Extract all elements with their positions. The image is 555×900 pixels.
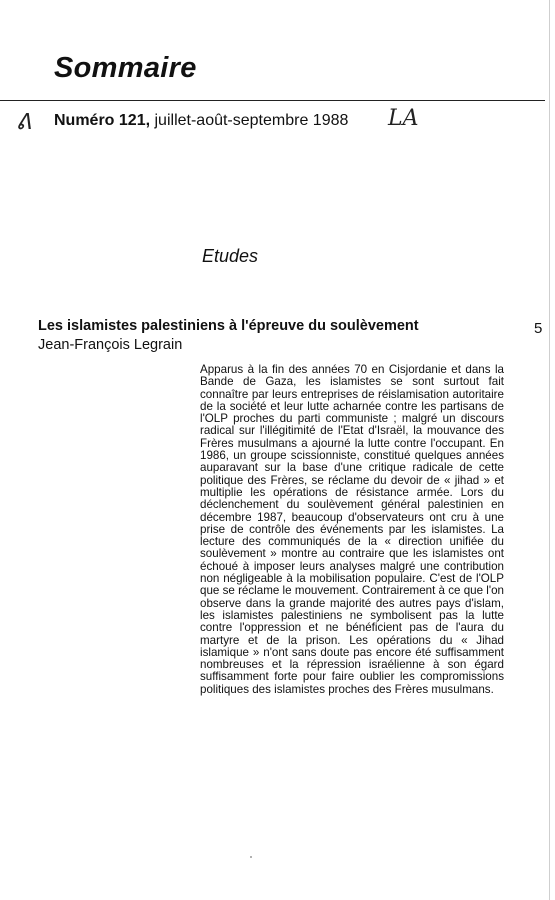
page-edge-line <box>549 0 550 900</box>
handwritten-mark-right: LA <box>388 106 419 131</box>
issue-dates: juillet-août-septembre 1988 <box>154 112 349 129</box>
scan-speck <box>250 856 252 858</box>
header-rule <box>0 100 545 101</box>
page-title: Sommaire <box>54 52 197 84</box>
article-author: Jean-François Legrain <box>38 337 183 353</box>
article-title: Les islamistes palestiniens à l'épreuve du soulèvement <box>38 318 419 334</box>
section-heading: Etudes <box>202 246 259 266</box>
issue-number: Numéro 121, <box>54 112 151 129</box>
article-page-number: 5 <box>534 320 543 337</box>
issue-line <box>54 112 348 130</box>
handwritten-mark-left: ᕕ <box>16 110 32 135</box>
article-abstract: Apparus à la fin des années 70 en Cisjordanie et dans la Bande de Gaza, les islamistes se sont surtout fait connaître par leurs entreprises de réislamisation autoritaire de la société et leur lutte acharnée contre les partisans de l'OLP proches du parti communiste ; malgré un discours radical sur l'illégitimité de l'Etat d'Israël, la mouvance des Frères musulmans a ajourné la lutte contre l'occupant. En 1986, un groupe scissionniste, constitué quelques années auparavant sur la base d'une critique radicale de cette politique des Frères, se réclame du devoir de « jihad » et multiplie les opérations de résistance armée. Lors du déclenchement du soulèvement général palestinien en décembre 1987, beaucoup d'observateurs ont cru à une prise de contrôle des événements par les islamistes. La lecture des communiqués de la « direction unifiée du soulèvement » montre au contraire que les islamistes ont échoué à imposer leurs analyses malgré une contribution non négligeable à la mobilisation populaire. C'est de l'OLP que se réclame le mouvement. Contrairement à ce que l'on observe dans la grande majorité des autres pays d'islam, les islamistes palestiniens ne symbolisent pas la lutte contre l'oppression et ne bénéficient pas de l'aura du martyre et de la prison. Les opérations du « Jihad islamique » n'ont sans doute pas encore été suffisamment nombreuses et la répression israélienne à son égard suffisamment forte pour faire oublier les compromissions politiques des islamistes proches des Frères musulmans. <box>200 363 504 696</box>
